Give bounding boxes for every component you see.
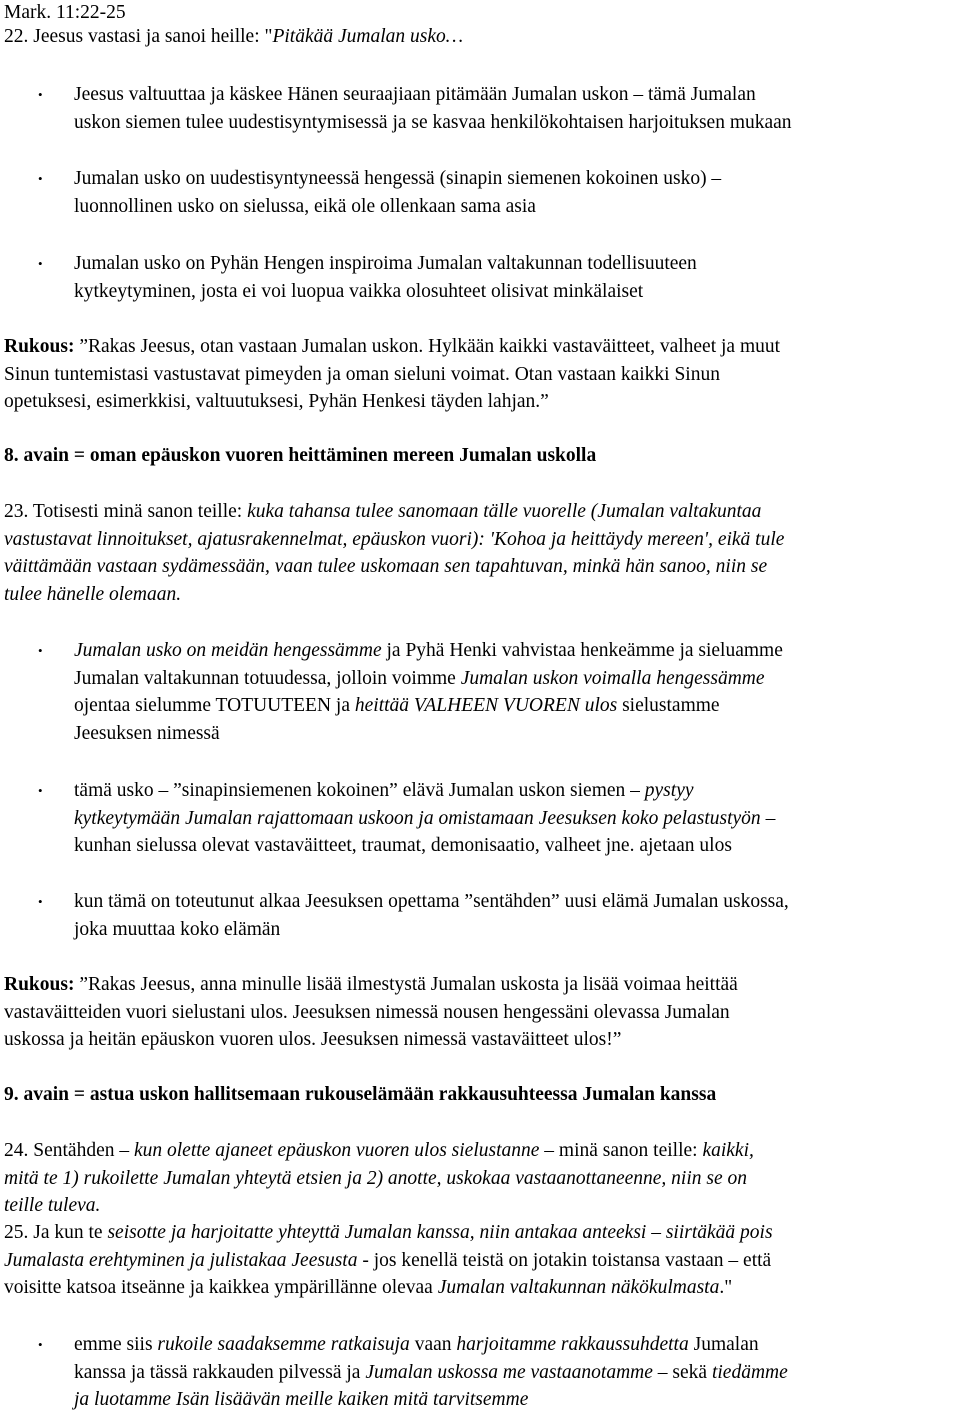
text-run: kanssa ja tässä rakkauden pilvessä ja [74, 1361, 366, 1383]
text-run: 24. Sentähden – [4, 1140, 134, 1161]
bullet-icon: • [38, 87, 43, 102]
text-run: joka muuttaa koko elämän [74, 918, 281, 940]
verse-italic: kuka tahansa tulee sanomaan tälle vuorelle (Jumalan valtakuntaa [247, 501, 762, 522]
bullet-icon: • [38, 894, 43, 909]
reference-text: Mark. 11:22-25 [4, 2, 126, 23]
verse-italic: vastustavat linnoitukset, ajatusrakennelmat, epäuskon vuori): 'Kohoa ja heittäydy mereen', eikä tule [4, 528, 785, 550]
verse-22-text: 22. Jeesus vastasi ja sanoi heille: " [4, 26, 273, 47]
list-item-line: luonnollinen usko on sielussa, eikä ole ollenkaan sama asia [74, 195, 536, 217]
italic-run: siirtäkää pois [665, 1222, 773, 1243]
text-run: sielustamme [617, 695, 720, 716]
list-item-line: Jumalan usko on Pyhän Hengen inspiroima Jumalan valtakunnan todellisuuteen [74, 253, 697, 274]
list-item [74, 888, 789, 943]
text-run: – minä sanon teille: [539, 1140, 703, 1161]
text-run: – [646, 1222, 666, 1243]
prayer-text: Sinun tuntemistasi vastustavat pimeyden ja oman sieluni voimat. Otan vastaan kaikki Sinun [4, 363, 720, 385]
text-run: emme siis [74, 1334, 158, 1355]
prayer-text: vastaväitteiden vuori sielustani ulos. Jeesuksen nimessä nousen hengessäni olevassa Jumalan [4, 1001, 730, 1023]
italic-run: heittää VALHEEN VUOREN ulos [354, 695, 618, 716]
verse-24 [4, 1137, 754, 1220]
text-run: kun tämä on toteutunut alkaa Jeesuksen opettama ”sentähden” uusi elämä Jumalan uskossa, [74, 891, 789, 912]
text-run: ojentaa sielumme TOTUUTEEN ja [74, 695, 355, 716]
text-run: Jumalan [688, 1334, 759, 1355]
italic-run: Jumalan valtakunnan näkökulmasta [437, 1277, 720, 1298]
bullet-icon: • [38, 783, 43, 798]
prayer-label: Rukous: [4, 974, 75, 995]
verse-text: 23. Totisesti minä sanon teille: [4, 501, 248, 522]
bullet-icon: • [38, 256, 43, 271]
italic-run: kun olette ajaneet epäuskon vuoren ulos sielustanne [133, 1140, 540, 1161]
prayer-text: ”Rakas Jeesus, anna minulle lisää ilmestystä Jumalan uskosta ja lisää voimaa heittää [74, 974, 738, 995]
list-item [74, 637, 783, 747]
text-run: voisitte katsoa itseänne ja kaikkea ympärillänne olevaa [4, 1277, 438, 1298]
list-item [74, 165, 721, 220]
list-item [74, 81, 792, 136]
text-run: ." [719, 1277, 733, 1298]
verse-22-italic: Pitäkää Jumalan usko… [272, 26, 464, 47]
italic-run: harjoitamme rakkaussuhdetta [456, 1334, 689, 1355]
bullet-icon: • [38, 643, 43, 658]
list-item [74, 777, 775, 860]
italic-run: ja luotamme Isän lisäävän meille kaiken mitä tarvitsemme [74, 1389, 529, 1410]
text-run: Jeesuksen nimessä [74, 722, 220, 744]
bullet-icon: • [38, 171, 43, 186]
list-item-line: Jeesus valtuuttaa ja käskee Hänen seuraajiaan pitämään Jumalan uskon – tämä Jumalan [74, 84, 756, 105]
italic-run: Jumalasta erehtyminen ja julistakaa Jeesusta [4, 1249, 358, 1271]
text-run: – [760, 807, 776, 829]
italic-run: tiedämme [711, 1361, 788, 1383]
text-run: kunhan sielussa olevat vastaväitteet, traumat, demonisaatio, valheet jne. ajetaan ulos [74, 835, 732, 856]
italic-run: mitä te 1) rukoilette Jumalan yhteytä etsien ja 2) anotte, uskokaa vastaanottaneenne, niin se on [4, 1167, 747, 1189]
text-run: – sekä [652, 1361, 712, 1383]
italic-run: kaikki, [702, 1140, 754, 1161]
prayer-text: opetuksesi, esimerkkisi, valtuutuksesi, Pyhän Henkesi täyden lahjan.” [4, 391, 549, 412]
prayer-label: Rukous: [4, 336, 75, 357]
italic-run: Jumalan usko on meidän hengessämme [74, 640, 382, 661]
prayer-paragraph [4, 333, 780, 416]
verse-22 [4, 23, 463, 51]
italic-run: pystyy [644, 780, 694, 801]
list-item [74, 1331, 788, 1414]
verse-23 [4, 498, 784, 608]
list-item [74, 250, 697, 305]
section-heading-9: 9. avain = astua uskon hallitsemaan rukouselämään rakkausuhteessa Jumalan kanssa [4, 1084, 717, 1105]
prayer-text: uskossa ja heitän epäuskon vuoren ulos. Jeesuksen nimessä vastaväitteet ulos!” [4, 1029, 622, 1050]
text-run: - jos kenellä teistä on jotakin toistansa vastaan – että [357, 1249, 772, 1271]
italic-run: Jumalan uskossa me vastaanotamme [365, 1361, 653, 1383]
prayer-paragraph [4, 971, 738, 1054]
text-run: 25. Ja kun te [4, 1222, 108, 1243]
list-item-line: Jumalan usko on uudestisyntyneessä hengessä (sinapin siemenen kokoinen usko) – [74, 168, 722, 189]
list-item-line: kytkeytyminen, josta ei voi luopua vaikka olosuhteet olisivat minkälaiset [74, 280, 644, 302]
section-heading-8: 8. avain = oman epäuskon vuoren heittäminen mereen Jumalan uskolla [4, 445, 597, 466]
italic-run: rukoile saadaksemme ratkaisuja [157, 1334, 410, 1355]
text-run: Jumalan valtakunnan totuudessa, jolloin voimme [74, 667, 461, 689]
verse-italic: väittämään vastaan sydämessään, vaan tulee uskomaan sen tapahtuvan, minkä hän sanoo, niin se [4, 556, 768, 577]
text-run: tämä usko – ”sinapinsiemenen kokoinen” elävä Jumalan uskon siemen – [74, 780, 645, 801]
italic-run: seisotte ja harjoitatte yhteyttä Jumalan kanssa, niin antakaa anteeksi [107, 1222, 647, 1243]
text-run: ja Pyhä Henki vahvistaa henkeämme ja sieluamme [381, 640, 783, 661]
list-item-line: uskon siemen tulee uudestisyntymisessä ja se kasvaa henkilökohtaisen harjoituksen mukaan [74, 111, 792, 133]
text-run: vaan [409, 1334, 457, 1355]
italic-run: teille tuleva. [4, 1195, 101, 1216]
verse-25 [4, 1219, 773, 1302]
italic-run: kytkeytymään Jumalan rajattomaan uskoon ja omistamaan Jeesuksen koko pelastustyön [74, 807, 761, 829]
bullet-icon: • [38, 1337, 43, 1352]
verse-italic: tulee hänelle olemaan. [4, 583, 182, 605]
prayer-text: ”Rakas Jeesus, otan vastaan Jumalan uskon. Hylkään kaikki vastaväitteet, valheet ja muut [74, 336, 781, 357]
italic-run: Jumalan uskon voimalla hengessämme [460, 667, 765, 689]
